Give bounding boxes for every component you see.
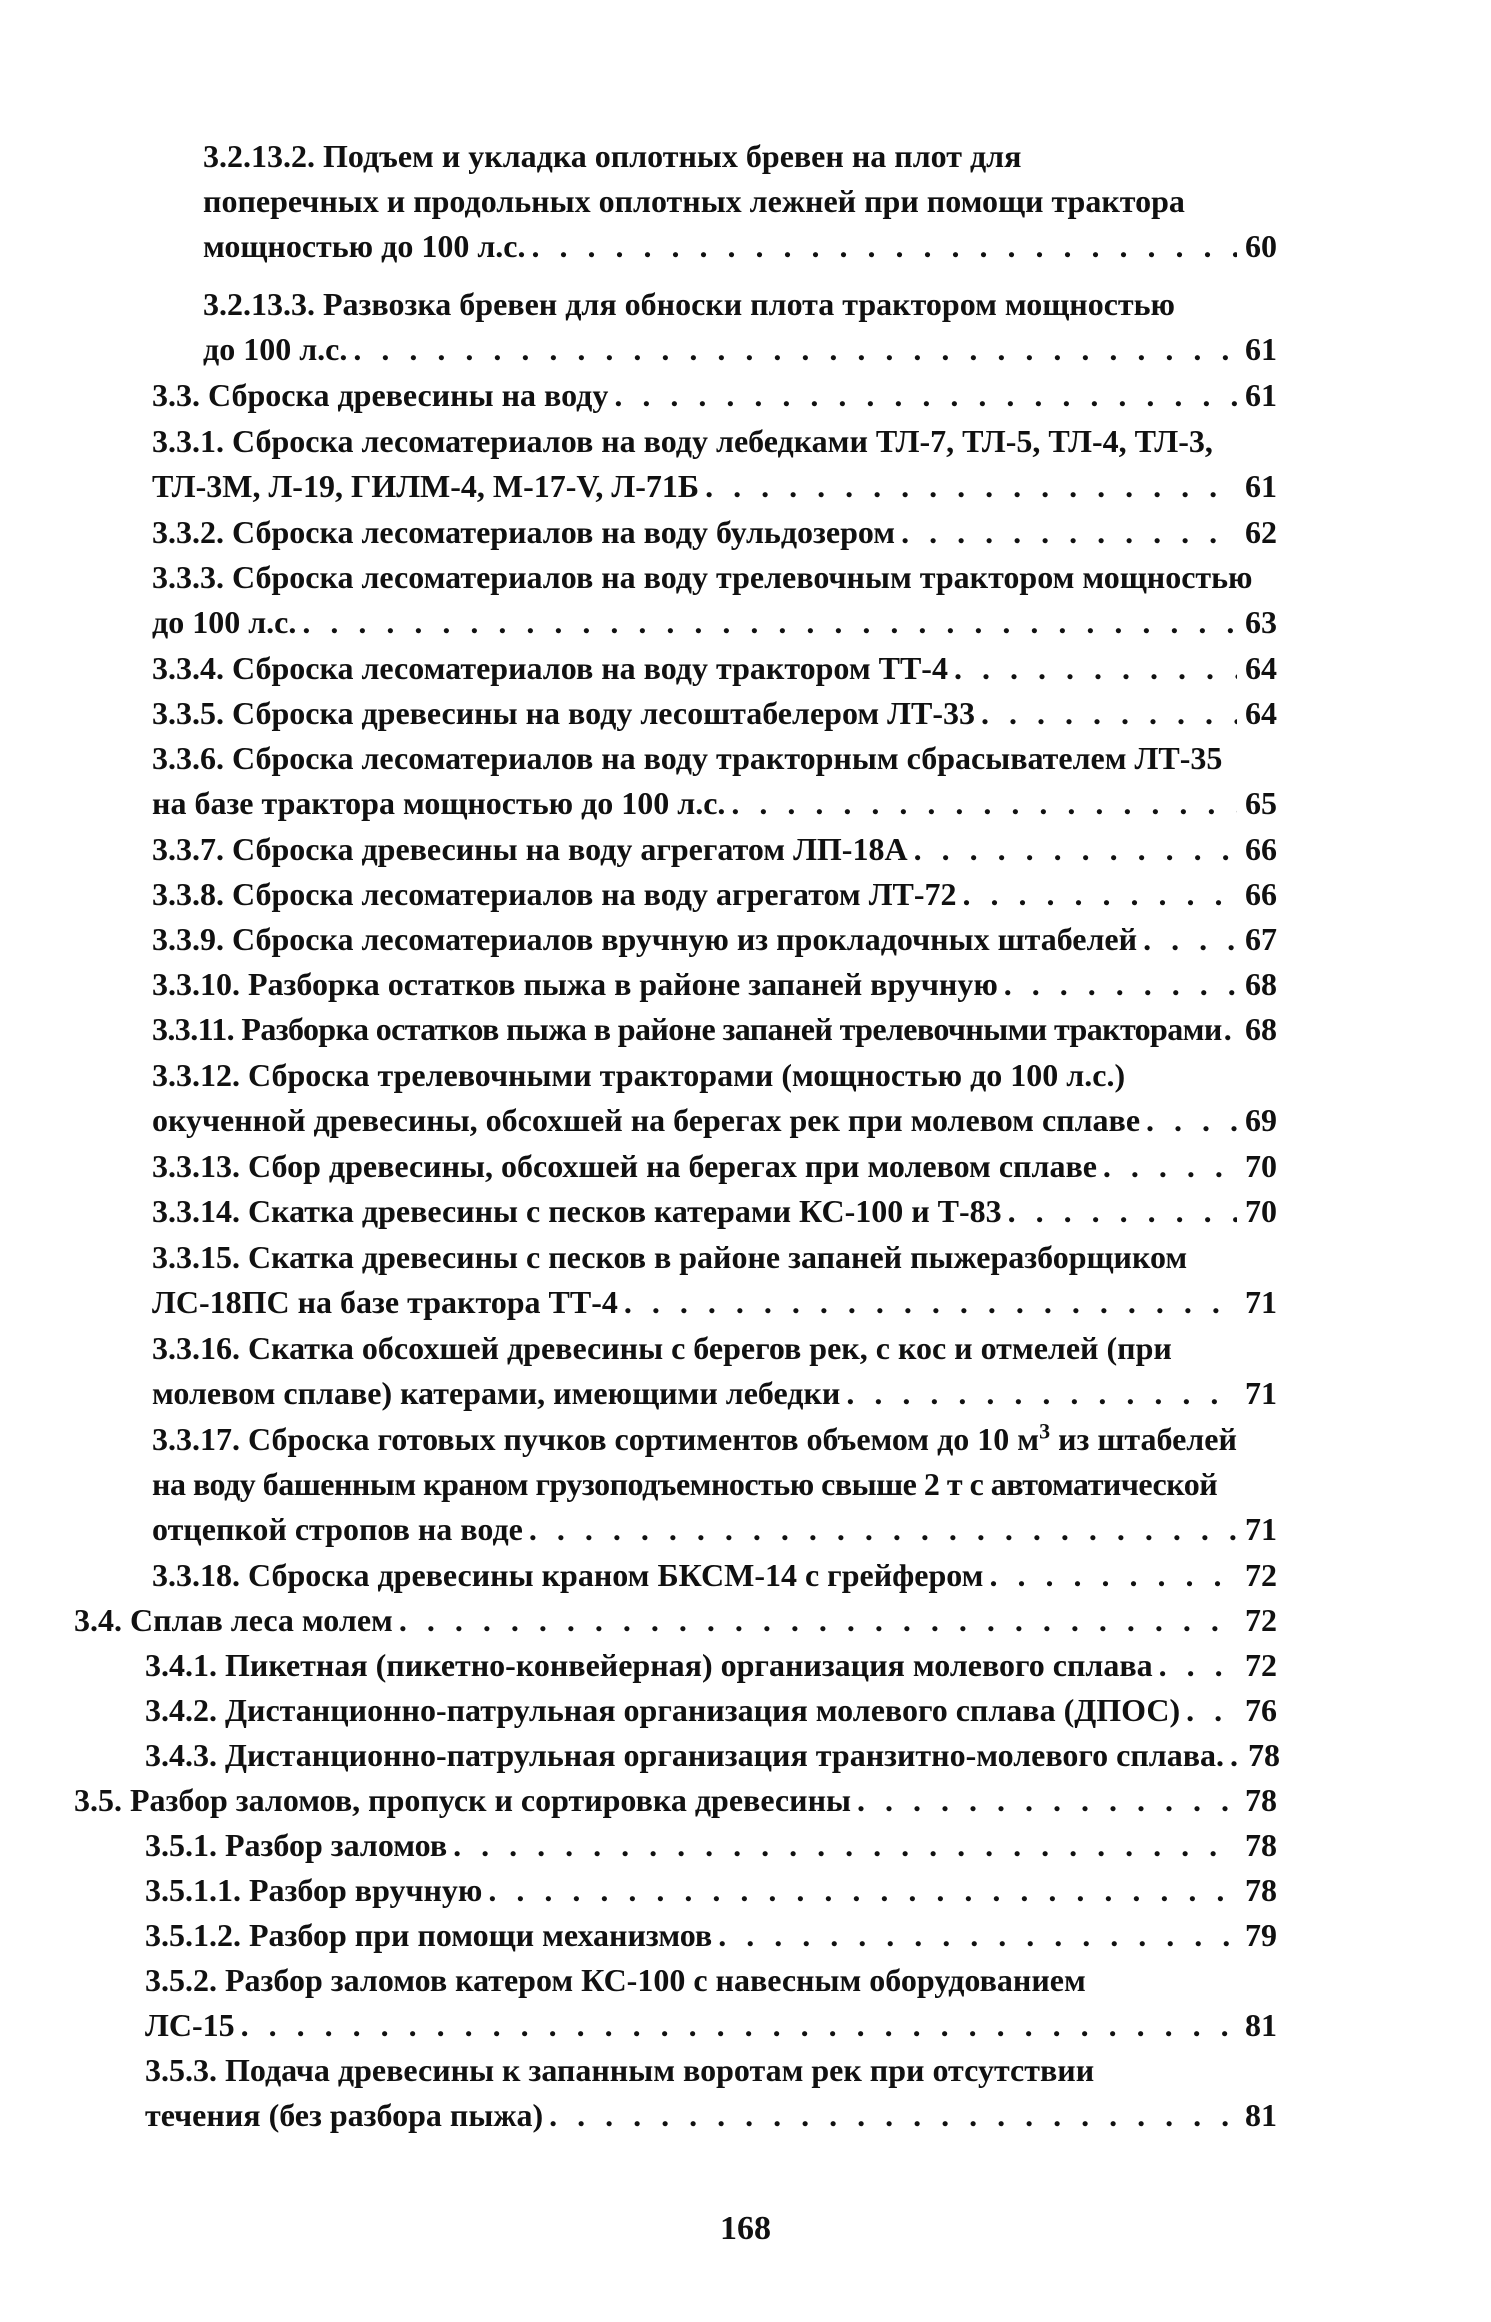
toc-entry-text: 3.3.10. Разборка остатков пыжа в районе запаней вручную	[152, 966, 998, 1002]
toc-page-number: 69	[1245, 1102, 1277, 1138]
toc-entry-text: 3.3.8. Сброска лесоматериалов на воду агрегатом ЛТ-72	[152, 876, 957, 912]
toc-page-number: 81	[1245, 2097, 1277, 2133]
toc-entry-text: молевом сплаве) катерами, имеющими лебедки	[152, 1375, 841, 1411]
toc-entry-text: ТЛ-3М, Л-19, ГИЛМ-4, М-17-V, Л-71Б	[152, 468, 700, 504]
toc-entry-text: 3.3.9. Сброска лесоматериалов вручную из прокладочных штабелей	[152, 921, 1138, 957]
toc-page-number: 66	[1245, 876, 1277, 912]
toc-entry-text: поперечных и продольных оплотных лежней при помощи трактора	[203, 183, 1185, 219]
dot-leader	[705, 464, 1237, 509]
dot-leader	[1143, 917, 1237, 962]
dot-leader	[718, 1913, 1237, 1958]
dot-leader	[731, 781, 1237, 826]
toc-entry	[145, 1688, 1277, 1733]
toc-page-number: 61	[1245, 468, 1277, 504]
toc-entry-text: ЛС-18ПС на базе трактора ТТ-4	[152, 1284, 618, 1320]
toc-entry-text: до 100 л.с.	[203, 331, 348, 367]
toc-entry	[152, 736, 1277, 826]
dot-leader	[1008, 1189, 1237, 1234]
dot-leader	[963, 872, 1237, 917]
toc-entry	[152, 917, 1277, 962]
toc-entry	[152, 1007, 1277, 1052]
toc-entry-text: мощностью до 100 л.с.	[203, 228, 526, 264]
toc-page-number: 63	[1245, 604, 1277, 640]
toc-entry	[145, 2048, 1277, 2138]
toc-entry-text: окученной древесины, обсохшей на берегах рек при молевом сплаве	[152, 1102, 1141, 1138]
toc-entry	[152, 872, 1277, 917]
toc-page-number: 70	[1245, 1193, 1277, 1229]
toc-page-number: 71	[1245, 1284, 1277, 1320]
toc-entry-text: 3.3.14. Скатка древесины с песков катерами КС-100 и Т-83	[152, 1193, 1002, 1229]
toc-section-heading: 3.5. Разбор заломов, пропуск и сортировка древесины	[74, 1782, 851, 1818]
toc-entry	[152, 1235, 1277, 1325]
toc-entry-text: течения (без разбора пыжа)	[145, 2097, 544, 2133]
toc-entry-text: ЛС-15	[145, 2007, 235, 2043]
toc-page-number: 60	[1245, 228, 1277, 264]
toc-page-number: 72	[1245, 1647, 1277, 1683]
toc-page-number: 70	[1245, 1148, 1277, 1184]
toc-entry	[145, 1958, 1277, 2048]
toc-entry-text: 3.3.12. Сброска трелевочными тракторами (мощностью до 100 л.с.)	[152, 1057, 1126, 1093]
dot-leader	[981, 691, 1237, 736]
dot-leader	[302, 600, 1237, 645]
toc-entry-text: 3.5.2. Разбор заломов катером КС-100 с навесным оборудованием	[145, 1962, 1086, 1998]
toc-entry-text	[152, 1417, 1237, 1462]
dot-leader	[399, 1598, 1237, 1643]
dot-leader	[1230, 1733, 1240, 1778]
toc-entry	[152, 1553, 1277, 1598]
dot-leader	[846, 1371, 1237, 1416]
dot-leader	[241, 2003, 1237, 2048]
toc-page-number: 78	[1248, 1737, 1281, 1773]
toc-page-number: 78	[1245, 1827, 1277, 1863]
toc-entry-text: 3.3.5. Сброска древесины на воду лесоштабелером ЛТ-33	[152, 695, 975, 731]
superscript: 3	[1039, 1418, 1051, 1444]
toc-entry	[145, 1823, 1277, 1868]
toc-entry-text: 3.3.16. Скатка обсохшей древесины с берегов рек, с кос и отмелей (при	[152, 1330, 1172, 1366]
toc-page-number: 76	[1245, 1692, 1277, 1728]
dot-leader	[857, 1778, 1237, 1823]
toc-entry-text: 3.4.1. Пикетная (пикетно-конвейерная) организация молевого сплава	[145, 1647, 1153, 1683]
toc-entry-text: 3.3.3. Сброска лесоматериалов на воду трелевочным трактором мощностью	[152, 559, 1253, 595]
toc-page-number: 71	[1245, 1511, 1277, 1547]
toc-page-number: 78	[1245, 1782, 1277, 1818]
dot-leader	[549, 2093, 1237, 2138]
toc-entry	[152, 691, 1277, 736]
toc-entry-text: на базе трактора мощностью до 100 л.с.	[152, 785, 726, 821]
toc-page-number: 68	[1245, 966, 1277, 1002]
toc-entry	[152, 646, 1277, 691]
toc-entry	[74, 1778, 1277, 1823]
toc-entry	[152, 1326, 1277, 1416]
toc-entry-text: 3.3.1. Сброска лесоматериалов на воду лебедками ТЛ-7, ТЛ-5, ТЛ-4, ТЛ-3,	[152, 423, 1213, 459]
dot-leader	[624, 1280, 1237, 1325]
toc-entry	[152, 1053, 1277, 1143]
toc-entry-text: 3.3.2. Сброска лесоматериалов на воду бульдозером	[152, 514, 896, 550]
toc-entry-text: 3.3.6. Сброска лесоматериалов на воду тракторным сбрасывателем ЛТ-35	[152, 740, 1223, 776]
dot-leader	[488, 1868, 1237, 1913]
toc-entry-text: 3.3.4. Сброска лесоматериалов на воду трактором ТТ-4	[152, 650, 948, 686]
toc-entry	[152, 419, 1277, 509]
toc-entry	[203, 134, 1277, 269]
dot-leader	[529, 1507, 1237, 1552]
toc-entry-text: 3.4.2. Дистанционно-патрульная организация молевого сплава (ДПОС)	[145, 1692, 1181, 1728]
toc-entry-text: 3.4.3. Дистанционно-патрульная организация транзитно-молевого сплава.	[145, 1737, 1225, 1773]
toc-section-heading: 3.4. Сплав леса молем	[74, 1602, 393, 1638]
toc-entry	[203, 282, 1277, 372]
toc-entry	[145, 1643, 1277, 1688]
dot-leader	[353, 327, 1237, 372]
toc-entry-text: 3.2.13.2. Подъем и укладка оплотных бревен на плот для	[203, 138, 1022, 174]
toc-page-number: 71	[1245, 1375, 1277, 1411]
toc-page-number: 72	[1245, 1557, 1277, 1593]
toc-entry-text: 3.5.1.1. Разбор вручную	[145, 1872, 483, 1908]
toc-page-number: 61	[1245, 331, 1277, 367]
toc-entry-text: отцепкой стропов на воде	[152, 1511, 523, 1547]
toc-entry-text: 3.3.13. Сбор древесины, обсохшей на берегах при молевом сплаве	[152, 1148, 1097, 1184]
dot-leader	[531, 224, 1237, 269]
toc-entry-text: 3.5.1. Разбор заломов	[145, 1827, 448, 1863]
dot-leader	[1159, 1643, 1237, 1688]
toc-entry-text: 3.5.1.2. Разбор при помощи механизмов	[145, 1917, 713, 1953]
toc-page-number: 64	[1245, 650, 1277, 686]
dot-leader	[1146, 1098, 1237, 1143]
dot-leader	[1004, 962, 1237, 1007]
page-number: 168	[720, 2210, 771, 2247]
toc-entry	[152, 373, 1277, 418]
toc-page-number: 61	[1245, 377, 1277, 413]
toc-page-number: 67	[1245, 921, 1277, 957]
dot-leader	[914, 827, 1237, 872]
toc-page-number: 66	[1245, 831, 1277, 867]
toc-entry	[152, 962, 1277, 1007]
toc-entry-text: 3.3.7. Сброска древесины на воду агрегатом ЛП-18А	[152, 831, 908, 867]
toc-entry-text: 3.2.13.3. Развозка бревен для обноски плота трактором мощностью	[203, 286, 1175, 322]
toc-page-number: 62	[1245, 514, 1277, 550]
dot-leader	[1186, 1688, 1237, 1733]
toc-page-number: 78	[1245, 1872, 1277, 1908]
toc-entry-text-part: из штабелей	[1050, 1421, 1237, 1457]
dot-leader	[1103, 1144, 1237, 1189]
toc-page-number: 72	[1245, 1602, 1277, 1638]
dot-leader	[1224, 1007, 1241, 1052]
toc-entry-text: 3.3.11. Разборка остатков пыжа в районе запаней трелевочными тракторами	[152, 1011, 1222, 1047]
toc-page-number: 81	[1245, 2007, 1277, 2043]
dot-leader	[901, 510, 1237, 555]
toc-entry-text: 3.3.15. Скатка древесины с песков в районе запаней пыжеразборщиком	[152, 1239, 1188, 1275]
toc-entry	[152, 555, 1277, 645]
toc-entry	[152, 1189, 1277, 1234]
toc-entry	[145, 1733, 1281, 1778]
toc-entry	[152, 827, 1277, 872]
dot-leader	[954, 646, 1237, 691]
toc-entry	[152, 1144, 1277, 1189]
toc-entry-text: на воду башенным краном грузоподъемностью свыше 2 т с автоматической	[152, 1466, 1218, 1502]
toc-entry-text: 3.3.18. Сброска древесины краном БКСМ-14 с грейфером	[152, 1557, 984, 1593]
toc-entry-text-part: 3.3.17. Сброска готовых пучков сортиментов объемом до 10 м	[152, 1421, 1040, 1457]
toc-entry-text: до 100 л.с.	[152, 604, 297, 640]
toc-page-number: 65	[1245, 785, 1277, 821]
dot-leader	[453, 1823, 1237, 1868]
toc-entry	[145, 1868, 1277, 1913]
toc-page-number: 68	[1245, 1011, 1277, 1047]
toc-entry	[152, 510, 1277, 555]
dot-leader	[614, 373, 1237, 418]
toc-page-number: 79	[1245, 1917, 1277, 1953]
toc-entry	[74, 1598, 1277, 1643]
dot-leader	[989, 1553, 1237, 1598]
toc-section-heading: 3.3. Сброска древесины на воду	[152, 377, 609, 413]
toc-entry	[145, 1913, 1277, 1958]
toc-entry-text: 3.5.3. Подача древесины к запанным воротам рек при отсутствии	[145, 2052, 1095, 2088]
toc-entry	[152, 1417, 1277, 1552]
toc-page-number: 64	[1245, 695, 1277, 731]
